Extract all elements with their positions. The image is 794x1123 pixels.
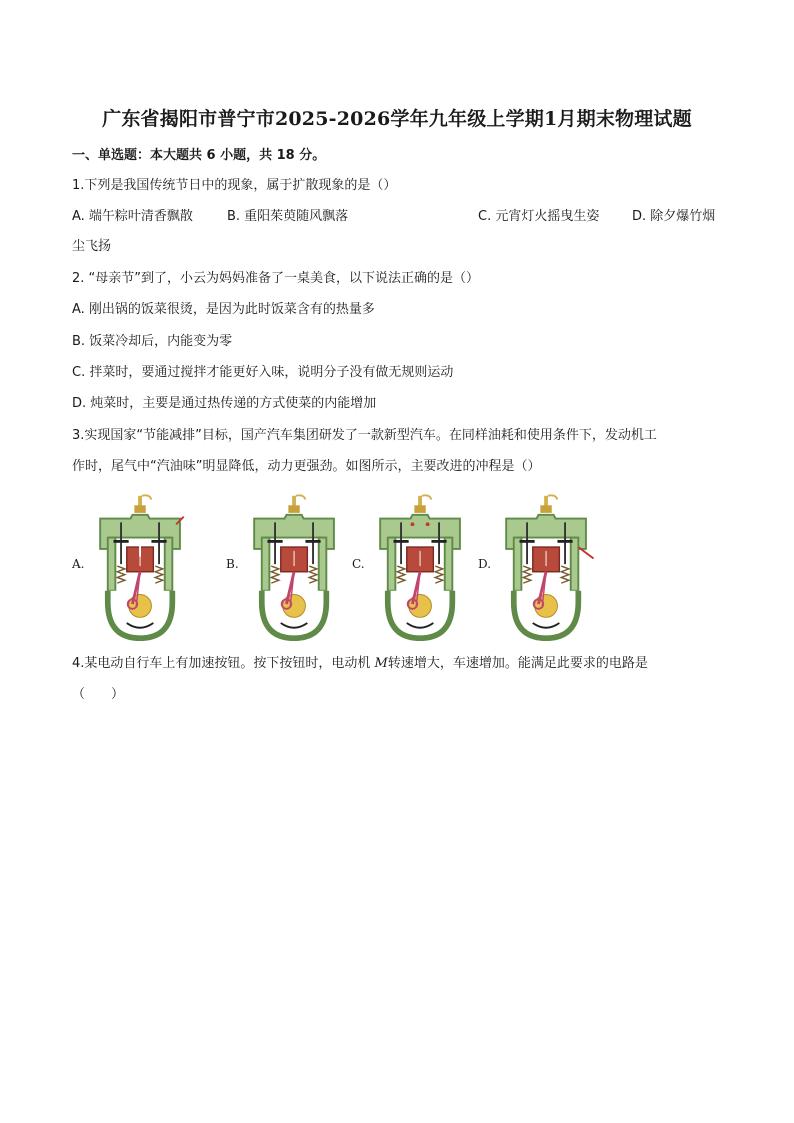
engine-stroke-figure-c	[366, 492, 476, 642]
figure-label-b: B.	[226, 557, 239, 571]
question-3-stem-line2: 作时，尾气中“汽油味”明显降低，动力更强劲。如图所示，主要改进的冲程是（）	[72, 459, 541, 474]
question-3-stem-line1: 3.实现国家“节能减排”目标，国产汽车集团研发了一款新型汽车。在同样油耗和使用条件下，发动机工	[72, 428, 657, 443]
question-4-stem-post: 转速增大，车速增加。能满足此要求的电路是	[387, 656, 648, 671]
engine-stroke-figure-d	[492, 492, 602, 642]
question-2-stem: 2. “母亲节”到了，小云为妈妈准备了一桌美食，以下说法正确的是（）	[72, 271, 480, 286]
q1-option-a: A. 端午粽叶清香飘散	[72, 209, 193, 224]
question-4-stem-line2: （ ）	[72, 687, 125, 702]
figure-label-c: C.	[352, 557, 365, 571]
figure-label-a: A.	[72, 557, 85, 571]
question-4-stem	[72, 655, 648, 673]
q2-option-b: B. 饭菜冷却后，内能变为零	[72, 334, 233, 349]
question-1-stem: 1.下列是我国传统节日中的现象，属于扩散现象的是（）	[72, 178, 397, 193]
engine-stroke-figure-a	[86, 492, 196, 642]
q1-option-b: B. 重阳茱萸随风飘落	[227, 209, 349, 224]
q1-option-d-continued: 尘飞扬	[72, 239, 112, 254]
figure-label-d: D.	[478, 557, 492, 571]
motor-symbol: M	[374, 656, 388, 671]
engine-stroke-figure-b	[240, 492, 350, 642]
q1-option-c: C. 元宵灯火摇曳生姿	[478, 209, 600, 224]
q2-option-d: D. 炖菜时，主要是通过热传递的方式使菜的内能增加	[72, 396, 377, 411]
page-title: 广东省揭阳市普宁市2025-2026学年九年级上学期1月期末物理试题	[102, 108, 692, 130]
section-heading: 一、单选题：本大题共 6 小题，共 18 分。	[72, 148, 326, 163]
question-4-stem-pre: 4.某电动自行车上有加速按钮。按下按钮时，电动机	[72, 656, 375, 671]
q2-option-c: C. 拌菜时，要通过搅拌才能更好入味，说明分子没有做无规则运动	[72, 365, 454, 380]
q2-option-a: A. 刚出锅的饭菜很烫，是因为此时饭菜含有的热量多	[72, 302, 375, 317]
q1-option-d: D. 除夕爆竹烟	[632, 209, 716, 224]
